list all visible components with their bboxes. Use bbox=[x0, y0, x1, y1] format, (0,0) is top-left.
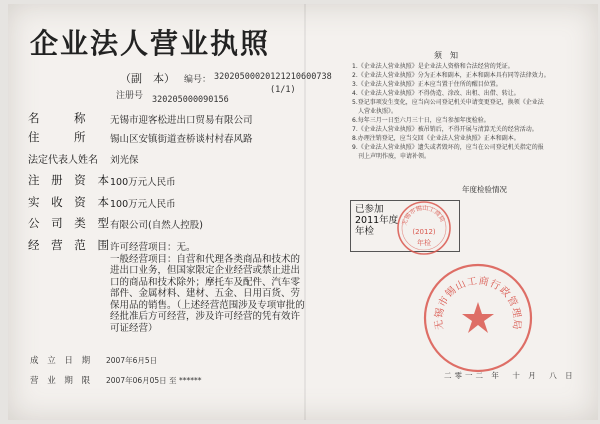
notice-item: 1.《企业法人营业执照》是企业法人资格和合法经营的凭证。 bbox=[352, 63, 514, 70]
field-name-label: 名 称 bbox=[28, 111, 86, 125]
notice-title: 须 知 bbox=[434, 51, 458, 60]
notice-item: 9.《企业法人营业执照》遗失或者毁坏的，应当在公司登记机关指定的报 bbox=[352, 144, 544, 151]
notice-item: 8.办理注销登记，应当交回《企业法人营业执照》正本和副本。 bbox=[352, 135, 520, 142]
annual-line: 年检 bbox=[355, 226, 375, 237]
annual-line: 2011年度 bbox=[355, 215, 399, 226]
small-stamp-bottom: 年检 bbox=[417, 239, 431, 247]
registration-authority-seal bbox=[422, 262, 534, 374]
small-stamp-arc-text: 无锡市锡山工商局 bbox=[401, 204, 446, 227]
field-name-value: 无锡市迎客松进出口贸易有限公司 bbox=[110, 115, 253, 126]
notice-item: 2.《企业法人营业执照》分为正本和副本，正本和副本具有同等法律效力。 bbox=[352, 72, 550, 79]
license-paper bbox=[8, 4, 598, 420]
field-registered-capital-value: 100万元人民币 bbox=[110, 177, 176, 188]
annual-inspection-stamp bbox=[396, 200, 452, 256]
center-fold bbox=[304, 4, 306, 420]
notice-item: 刊上声明作废，申请补领。 bbox=[352, 153, 431, 160]
field-business-scope-label: 经 营 范 围 bbox=[28, 238, 113, 252]
field-paid-capital-value: 100万元人民币 bbox=[110, 199, 176, 210]
notice-item: 4.《企业法人营业执照》不得伪造、涂改、出租、出借、转让。 bbox=[352, 90, 520, 97]
business-term-value: 2007年06月05日 至 ****** bbox=[106, 376, 202, 385]
field-registered-capital-label: 注 册 资 本 bbox=[28, 173, 113, 187]
business-scope-text: 许可经营项目：无。 一般经营项目：自营和代理各类商品和技术的进出口业务，但国家限定企业经营或禁止进出口的商品和技术除外；摩托车及配件、汽车零部件、金属材料、建材、五金、日用百货、劳保用品的销售。（上述经营范围涉及专项审批的经批准后方可经营，涉及许可经营的凭有效许可证经营） bbox=[110, 242, 305, 334]
established-date-label: 成 立 日 期 bbox=[30, 356, 94, 366]
field-legal-rep-value: 刘光保 bbox=[110, 155, 139, 166]
code-label: 编号： bbox=[184, 75, 212, 85]
reg-label: 注册号 bbox=[116, 91, 144, 101]
field-paid-capital-label: 实 收 资 本 bbox=[28, 195, 113, 209]
issue-date: 二零一二 年 十 月 八 日 bbox=[444, 371, 576, 380]
copy-index: (1/1) bbox=[270, 85, 296, 95]
field-company-type-value: 有限公司(自然人控股) bbox=[110, 220, 203, 231]
business-term-label: 营 业 期 限 bbox=[30, 376, 94, 386]
copy-label: （副 本） bbox=[120, 72, 175, 85]
reg-value: 320205000090156 bbox=[152, 95, 229, 105]
field-company-type-label: 公 司 类 型 bbox=[28, 216, 113, 230]
established-date-value: 2007年6月5日 bbox=[106, 356, 158, 365]
notice-item: 5.登记事项发生变化，应当向公司登记机关申请变更登记，换领《企业法 bbox=[352, 99, 544, 106]
document-title: 企业法人营业执照 bbox=[30, 27, 271, 60]
notice-item: 人营业执照》。 bbox=[352, 108, 398, 115]
field-address-label: 住 所 bbox=[28, 130, 86, 144]
star-icon bbox=[462, 302, 494, 333]
big-stamp-arc-text: 无锡市锡山工商行政管理局 bbox=[433, 275, 523, 331]
field-legal-rep-label: 法定代表人姓名 bbox=[28, 155, 98, 166]
notice-item: 3.《企业法人营业执照》正本应当置于住所的醒目位置。 bbox=[352, 81, 502, 88]
annual-inspection-title: 年度检验情况 bbox=[462, 185, 507, 194]
field-address-value: 锡山区安镇街道查桥谈村村春风路 bbox=[110, 134, 253, 145]
code-value: 32020500020121210600738 bbox=[214, 72, 332, 82]
notice-list bbox=[352, 62, 588, 161]
annual-inspection-text bbox=[355, 204, 398, 237]
notice-item: 7.《企业法人营业执照》被吊销后，不得开展与清算无关的经营活动。 bbox=[352, 126, 538, 133]
small-stamp-year: (2012) bbox=[412, 228, 436, 236]
notice-item: 6.每年三月一日至六月三十日，应当参加年度检验。 bbox=[352, 117, 490, 124]
annual-line: 已参加 bbox=[355, 204, 384, 215]
